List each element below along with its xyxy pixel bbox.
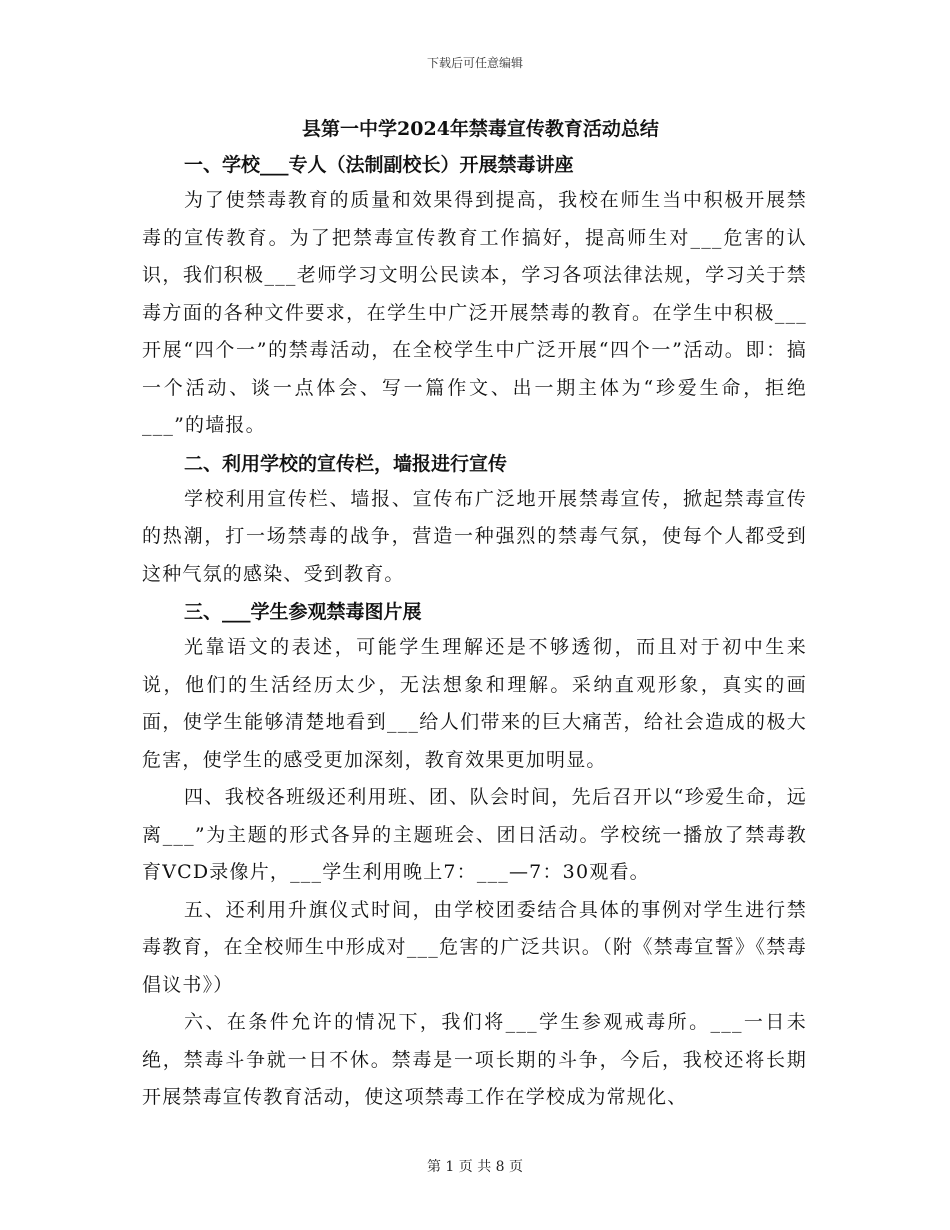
header-note: 下载后可任意编辑 — [426, 56, 523, 70]
paragraph-6: 六、在条件允许的情况下，我们将___学生参观戒毒所。___一日未绝，禁毒斗争就一日不休。禁毒是一项长期的斗争，今后，我校还将长期开展禁毒宣传教育活动，使这项禁毒工作在学校成为常规化、 — [142, 1011, 807, 1108]
paragraph-1: 为了使禁毒教育的质量和效果得到提高，我校在师生当中积极开展禁毒的宣传教育。为了把禁毒宣传教育工作搞好，提高师生对___危害的认识，我们积极___老师学习文明公民读本，学习各项法律法规，学习关于禁毒方面的各种文件要求，在学生中广泛开展禁毒的教育。在学生中积极___开展“四个一”的禁毒活动，在全校学生中广泛开展“四个一”活动。即：搞一个活动、谈一点体会、写一篇作文、出一期主体为“珍爱生命，拒绝___”的墙报。 — [142, 189, 807, 436]
paragraph-4: 四、我校各班级还利用班、团、队会时间，先后召开以“珍爱生命，远离___”为主题的形式各异的主题班会、团日活动。学校统一播放了禁毒教育VCD录像片，___学生利用晚上7：___—7：30观看。 — [142, 786, 807, 883]
section-heading-2: 二、利用学校的宣传栏，墙报进行宣传 — [184, 452, 508, 475]
paragraph-5: 五、还利用升旗仪式时间，由学校团委结合具体的事例对学生进行禁毒教育，在全校师生中形成对___危害的广泛共识。（附《禁毒宣誓》《禁毒倡议书》） — [142, 898, 807, 996]
section-heading-1: 一、学校___专人（法制副校长）开展禁毒讲座 — [184, 154, 574, 176]
section-heading-3: 三、___学生参观禁毒图片展 — [184, 601, 422, 623]
paragraph-2: 学校利用宣传栏、墙报、宣传布广泛地开展禁毒宣传，掀起禁毒宣传的热潮，打一场禁毒的战争，营造一种强烈的禁毒气氛，使每个人都受到这种气氛的感染、受到教育。 — [142, 487, 807, 585]
document-title: 县第一中学2024年禁毒宣传教育活动总结 — [302, 118, 659, 140]
paragraph-3: 光靠语文的表述，可能学生理解还是不够透彻，而且对于初中生来说，他们的生活经历太少，无法想象和理解。采纳直观形象，真实的画面，使学生能够清楚地看到___给人们带来的巨大痛苦，给社会造成的极大危害，使学生的感受更加深刻，教育效果更加明显。 — [142, 636, 807, 771]
document-body — [142, 112, 807, 1117]
page-footer: 第 1 页 共 8 页 — [426, 1159, 524, 1175]
